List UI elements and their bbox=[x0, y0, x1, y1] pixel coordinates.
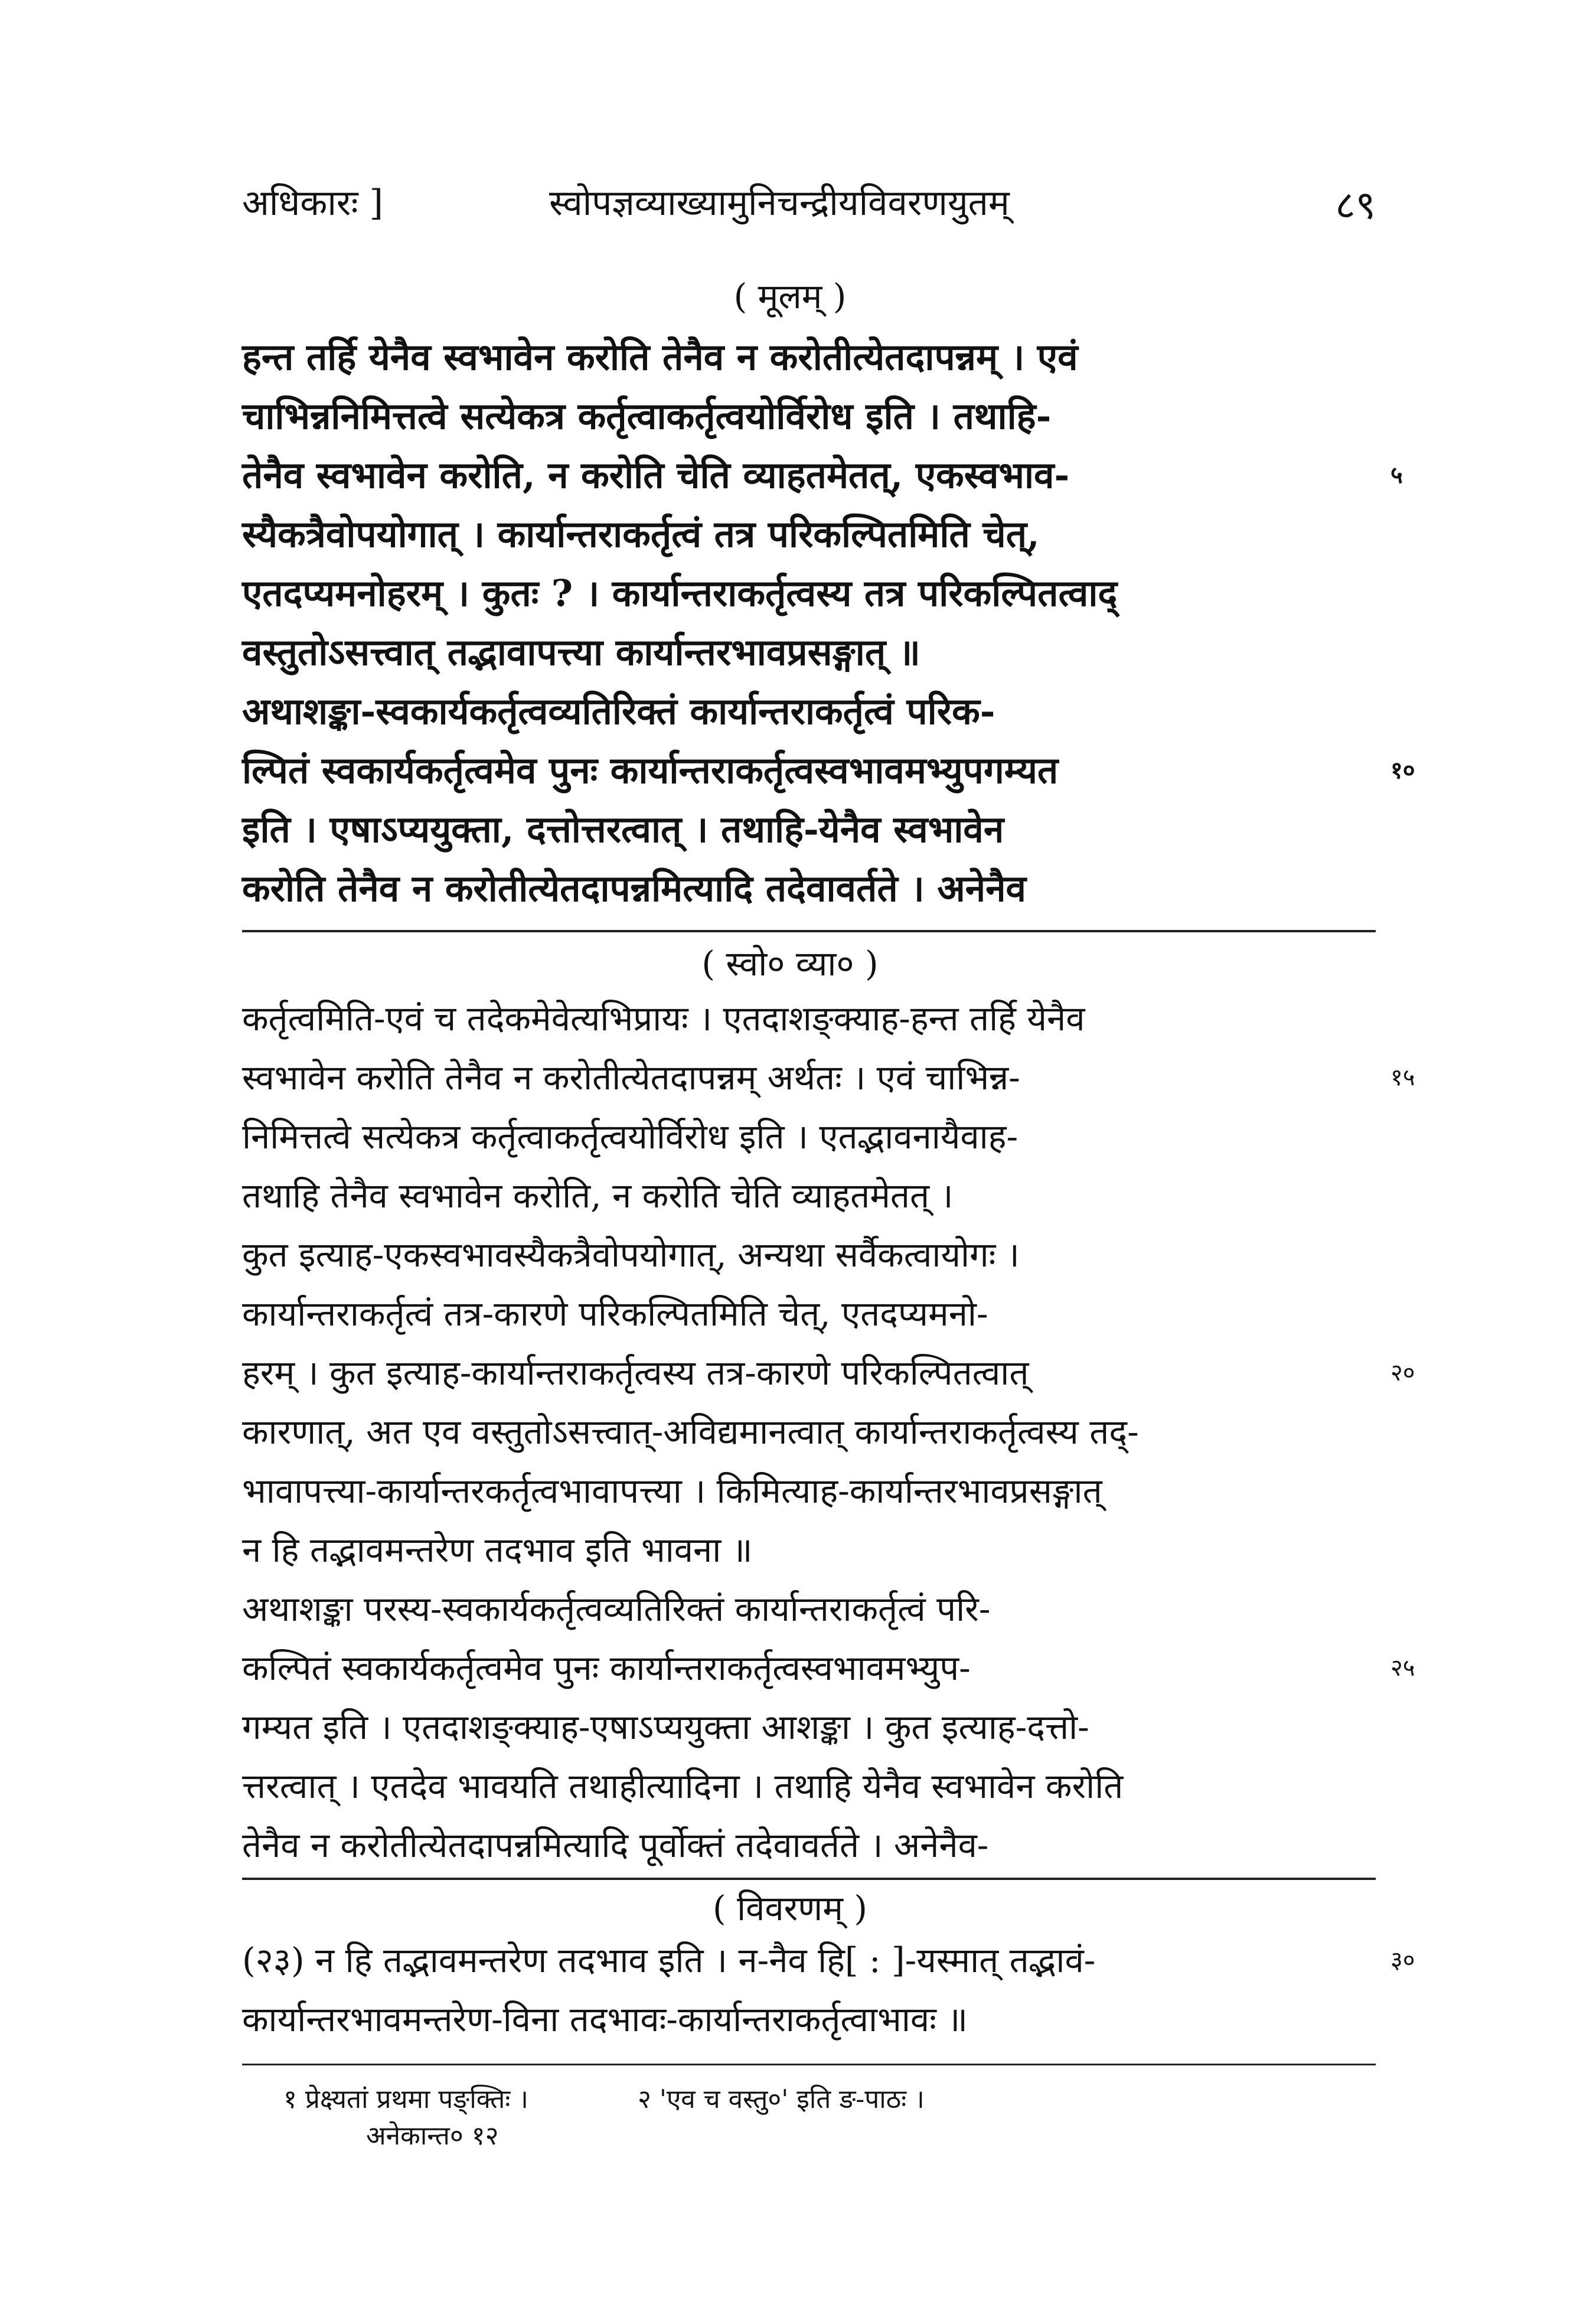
text-line bbox=[242, 1698, 1376, 1757]
line-text: एतदप्यमनोहरम् । कुतः ? । कार्यान्तराकर्तृत्वस्य तत्र परिकल्पितत्वाद् bbox=[242, 572, 1118, 615]
line-number: १० bbox=[1390, 756, 1415, 784]
vyakhya-title: ( स्वो० व्या० ) bbox=[701, 944, 879, 984]
line-text: हन्त तर्हि येनैव स्वभावेन करोति तेनैव न करोतीत्येतदापन्नम् । एवं bbox=[242, 335, 1078, 378]
line-text: तेनैव न करोतीत्येतदापन्नमित्यादि पूर्वोक्तं तदेवावर्तते । अनेनैव- bbox=[242, 1825, 989, 1865]
text-line bbox=[242, 328, 1376, 387]
text-line bbox=[242, 1343, 1415, 1402]
line-text: अथाशङ्का-स्वकार्यकर्तृत्वव्यतिरिक्तं कार्यान्तराकर्तृत्वं परिक- bbox=[242, 690, 995, 733]
text-line bbox=[242, 1990, 1376, 2049]
line-text: (२३) न हि तद्भावमन्तरेण तदभाव इति । न-नैव हि[ : ]-यस्मात् तद्भावं- bbox=[242, 1940, 1096, 1980]
mool-text bbox=[242, 328, 1415, 918]
line-number: २५ bbox=[1390, 1654, 1415, 1682]
section-divider bbox=[242, 930, 1376, 932]
text-line bbox=[242, 1461, 1376, 1520]
line-text: त्तरत्वात् । एतदेव भावयति तथाहीत्यादिना । तथाहि येनैव स्वभावेन करोति bbox=[242, 1766, 1124, 1806]
text-line bbox=[242, 1579, 1376, 1638]
text-line bbox=[242, 1402, 1376, 1461]
footnote-row bbox=[283, 2081, 1334, 2118]
line-text: गम्यत इति । एतदाशङ्क्याह-एषाऽप्ययुक्ता आशङ्का । कुत इत्याह-दत्तो- bbox=[242, 1707, 1089, 1747]
text-line bbox=[242, 1931, 1415, 1990]
line-text: स्यैकत्रैवोपयोगात् । कार्यान्तराकर्तृत्वं तत्र परिकल्पितमिति चेत्, bbox=[242, 513, 1040, 556]
line-number: १५ bbox=[1390, 1064, 1415, 1091]
text-line bbox=[242, 623, 1376, 682]
text-line bbox=[242, 1284, 1376, 1343]
text-line bbox=[242, 505, 1376, 564]
text-line bbox=[242, 859, 1376, 918]
line-text: वस्तुतोऽसत्त्वात् तद्भावापत्त्या कार्यान्तरभावप्रसङ्गात् ॥ bbox=[242, 631, 920, 674]
line-text: तेनैव स्वभावेन करोति, न करोति चेति व्याहतमेतत्, एकस्वभाव- bbox=[242, 453, 1070, 497]
text-line bbox=[242, 741, 1415, 800]
line-number: ५ bbox=[1390, 461, 1403, 489]
running-header bbox=[242, 177, 1376, 230]
text-line bbox=[242, 1757, 1376, 1816]
vyakhya-text bbox=[242, 989, 1415, 1875]
line-text: कल्पितं स्वकार्यकर्तृत्वमेव पुनः कार्यान्तराकर्तृत्वस्वभावमभ्युप- bbox=[242, 1648, 971, 1688]
line-text: चाभिन्ननिमित्तत्वे सत्येकत्र कर्तृत्वाकर्तृत्वयोर्विरोध इति । तथाहि- bbox=[242, 394, 1052, 438]
line-text: स्वभावेन करोति तेनैव न करोतीत्येतदापन्नम् अर्थतः । एवं चाभिन्न- bbox=[242, 1057, 1020, 1098]
line-text: इति । एषाऽप्ययुक्ता, दत्तोत्तरत्वात् । तथाहि-येनैव स्वभावेन bbox=[242, 808, 1004, 851]
line-text: हरम् । कुत इत्याह-कार्यान्तराकर्तृत्वस्य तत्र-कारणे परिकल्पितत्वात् bbox=[242, 1353, 1029, 1393]
line-text: ल्पितं स्वकार्यकर्तृत्वमेव पुनः कार्यान्तराकर्तृत्वस्वभावमभ्युपगम्यत bbox=[242, 749, 1059, 792]
line-number: २० bbox=[1390, 1359, 1415, 1386]
line-text: कर्तृत्वमिति-एवं च तदेकमेवेत्यभिप्रायः । एतदाशङ्क्याह-हन्त तर्हि येनैव bbox=[242, 998, 1085, 1039]
section-divider bbox=[242, 1878, 1376, 1880]
text-line bbox=[242, 1520, 1376, 1579]
line-text: करोति तेनैव न करोतीत्येतदापन्नमित्यादि तदेवावर्तते । अनेनैव bbox=[242, 867, 1027, 910]
line-text: न हि तद्भावमन्तरेण तदभाव इति भावना ॥ bbox=[242, 1530, 753, 1570]
text-line bbox=[242, 387, 1376, 446]
text-line bbox=[242, 989, 1376, 1048]
text-line bbox=[242, 682, 1376, 741]
footnote-divider bbox=[242, 2064, 1376, 2065]
line-text: निमित्तत्वे सत्येकत्र कर्तृत्वाकर्तृत्वयोर्विरोध इति । एतद्भावनायैवाह- bbox=[242, 1117, 1018, 1157]
text-line bbox=[242, 1166, 1376, 1225]
text-line bbox=[242, 1225, 1376, 1284]
line-text: अथाशङ्का परस्य-स्वकार्यकर्तृत्वव्यतिरिक्तं कार्यान्तराकर्तृत्वं परि- bbox=[242, 1589, 991, 1629]
text-line bbox=[242, 1048, 1415, 1107]
footnote-1: १ प्रेक्ष्यतां प्रथमा पङ्क्तिः । bbox=[283, 2084, 528, 2114]
text-line bbox=[242, 1816, 1376, 1875]
text-line bbox=[242, 1638, 1415, 1698]
line-text: तथाहि तेनैव स्वभावेन करोति, न करोति चेति व्याहतमेतत् । bbox=[242, 1176, 954, 1216]
text-line bbox=[242, 564, 1376, 623]
line-text: कुत इत्याह-एकस्वभावस्यैकत्रैवोपयोगात्, अन्यथा सर्वैकत्वायोगः । bbox=[242, 1235, 1020, 1275]
text-line bbox=[242, 1107, 1376, 1166]
page-number: ८९ bbox=[1335, 182, 1376, 228]
text-line bbox=[242, 446, 1403, 505]
line-text: कार्यान्तरभावमन्तरेण-विना तदभावः-कार्यान्तराकर्तृत्वाभावः ॥ bbox=[242, 1999, 968, 2039]
signature-mark: अनेकान्त० १२ bbox=[366, 2121, 499, 2151]
line-text: कार्यान्तराकर्तृत्वं तत्र-कारणे परिकल्पितमिति चेत्, एतदप्यमनो- bbox=[242, 1294, 988, 1334]
vivarana-title: ( विवरणम् ) bbox=[713, 1888, 867, 1928]
mool-title: ( मूलम् ) bbox=[733, 276, 847, 316]
line-number: ३० bbox=[1390, 1947, 1415, 1974]
vivarana-text bbox=[242, 1931, 1415, 2049]
footnotes bbox=[283, 2081, 1334, 2155]
line-text: भावापत्त्या-कार्यान्तरकर्तृत्वभावापत्त्या । किमित्याह-कार्यान्तरभावप्रसङ्गात् bbox=[242, 1471, 1102, 1511]
header-title: स्वोपज्ञव्याख्यामुनिचन्द्रीयविवरणयुतम् bbox=[549, 182, 1010, 224]
text-line bbox=[242, 800, 1376, 859]
line-text: कारणात्, अत एव वस्तुतोऽसत्त्वात्-अविद्यमानत्वात् कार्यान्तराकर्तृत्वस्य तद्- bbox=[242, 1412, 1139, 1452]
header-chapter-label: अधिकारः ] bbox=[242, 182, 384, 224]
footnote-2: २ 'एव च वस्तु०' इति ङ-पाठः । bbox=[638, 2084, 925, 2114]
